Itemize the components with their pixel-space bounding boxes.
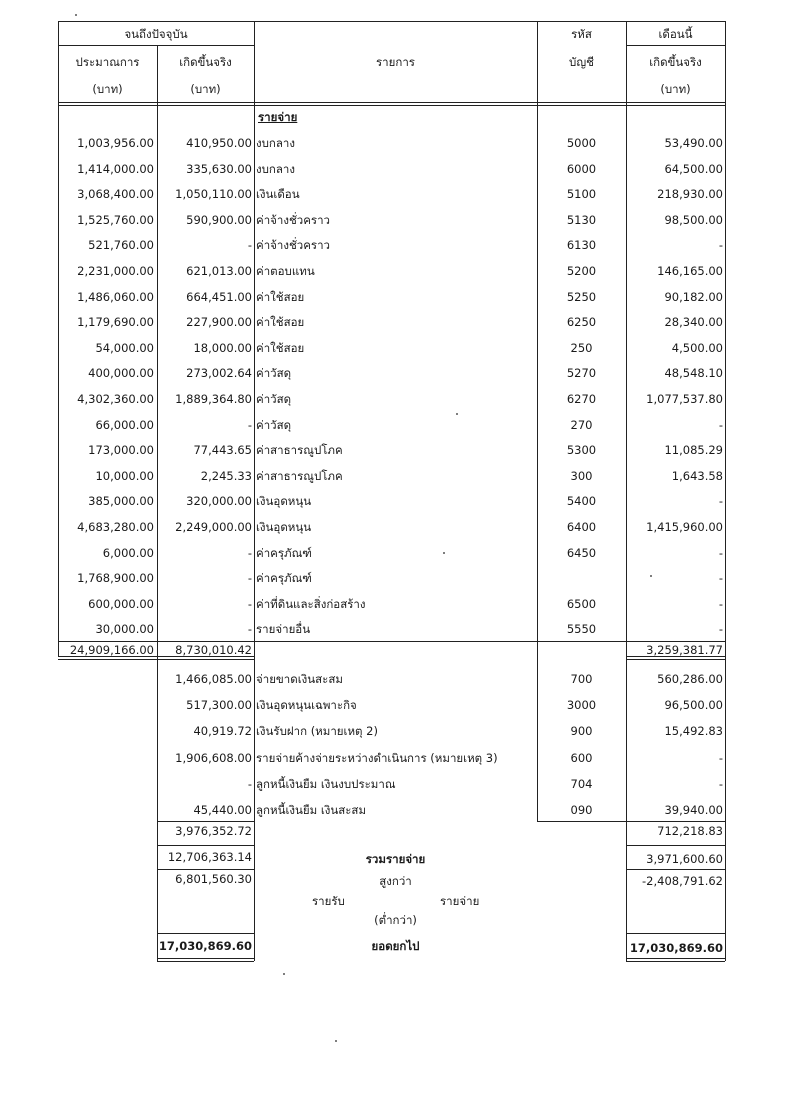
row-month: 48,548.10: [664, 366, 723, 380]
row-code: 5130: [566, 213, 597, 227]
row-month: -: [718, 238, 723, 252]
other-row-code: 090: [570, 803, 593, 817]
other-row-month: 15,492.83: [664, 724, 723, 738]
subtotal-bottom-border-left-2: [58, 659, 254, 660]
other-row-actual: 1,906,608.00: [175, 751, 252, 765]
other-row-month: -: [718, 751, 723, 765]
row-month: 218,930.00: [657, 187, 723, 201]
total-top-right: [626, 845, 725, 846]
other-row-month: 96,500.00: [664, 698, 723, 712]
row-month: 11,085.29: [664, 443, 723, 457]
header-bottom-border-2: [58, 105, 725, 106]
other-row-item: จ่ายขาดเงินสะสม: [256, 672, 343, 686]
carry-forward-actual: 17,030,869.60: [158, 939, 252, 953]
row-code: 5200: [566, 264, 597, 278]
row-item: ค่าสาธารณูปโภค: [256, 469, 343, 483]
row-code: 5250: [566, 290, 597, 304]
row-estimate: 1,768,900.00: [77, 571, 154, 585]
row-estimate: 1,414,000.00: [77, 162, 154, 176]
header-top-border: [58, 21, 725, 22]
row-actual: -: [247, 597, 252, 611]
header-subline-left: [58, 45, 254, 46]
subtotal-actual: 8,730,010.42: [175, 643, 252, 657]
total-expense-month: 3,971,600.60: [646, 852, 723, 866]
row-item: เงินอุดหนุน: [256, 520, 312, 534]
scan-speck: [283, 973, 285, 975]
row-item: ค่าวัสดุ: [256, 418, 292, 432]
other-row-item: ลูกหนี้เงินยืม เงินงบประมาณ: [256, 777, 396, 791]
other-subtotal-top-left: [157, 821, 254, 822]
header-subline-right: [626, 45, 725, 46]
other-row-actual: -: [247, 777, 252, 791]
other-row-code: 600: [570, 751, 593, 765]
row-code: 270: [570, 418, 593, 432]
row-estimate: 54,000.00: [95, 341, 154, 355]
subtotal-estimate: 24,909,166.00: [69, 643, 154, 657]
other-row-actual: 45,440.00: [193, 803, 252, 817]
other-row-code: 704: [570, 777, 593, 791]
other-row-code: 700: [570, 672, 593, 686]
row-code: 6500: [566, 597, 597, 611]
row-month: 90,182.00: [664, 290, 723, 304]
actual-baht-label: (บาท): [190, 82, 221, 96]
other-row-actual: 1,466,085.00: [175, 672, 252, 686]
row-actual: 77,443.65: [193, 443, 252, 457]
row-month: -: [718, 418, 723, 432]
other-subtotal-month: 712,218.83: [657, 824, 723, 838]
row-estimate: 66,000.00: [95, 418, 154, 432]
row-estimate: 1,525,760.00: [77, 213, 154, 227]
total-top-left: [157, 845, 254, 846]
scan-speck: [650, 575, 652, 577]
difference-top-right: [626, 869, 725, 870]
row-estimate: 1,486,060.00: [77, 290, 154, 304]
row-month: 28,340.00: [664, 315, 723, 329]
row-code: 5550: [566, 622, 597, 636]
other-row-actual: 517,300.00: [186, 698, 252, 712]
other-subtotal-top-right: [626, 821, 725, 822]
row-month: 1,415,960.00: [646, 520, 723, 534]
carry-forward-month: 17,030,869.60: [629, 941, 723, 955]
row-actual: 2,249,000.00: [175, 520, 252, 534]
other-row-month: 39,940.00: [664, 803, 723, 817]
row-actual: -: [247, 571, 252, 585]
row-actual: 273,002.64: [186, 366, 252, 380]
row-actual: 320,000.00: [186, 494, 252, 508]
other-row-code: 900: [570, 724, 593, 738]
row-item: ค่าวัสดุ: [256, 366, 292, 380]
row-item: ค่าวัสดุ: [256, 392, 292, 406]
other-row-month: -: [718, 777, 723, 791]
row-month: -: [718, 622, 723, 636]
scan-speck: [75, 14, 77, 16]
row-month: 53,490.00: [664, 136, 723, 150]
difference-expense-label: รายจ่าย: [440, 894, 480, 908]
row-estimate: 1,003,956.00: [77, 136, 154, 150]
subtotal-month: 3,259,381.77: [646, 643, 723, 657]
row-month: 98,500.00: [664, 213, 723, 227]
to-date-label: จนถึงปัจจุบัน: [124, 27, 188, 41]
row-code: 5400: [566, 494, 597, 508]
carry-top-right: [626, 933, 725, 934]
row-estimate: 4,683,280.00: [77, 520, 154, 534]
difference-lower-label: (ต่ำกว่า): [374, 913, 417, 927]
row-item: ค่าที่ดินและสิ่งก่อสร้าง: [256, 597, 366, 611]
row-code: 5300: [566, 443, 597, 457]
carry-bottom-right: [626, 958, 725, 959]
difference-income-label: รายรับ: [312, 894, 345, 908]
row-estimate: 600,000.00: [88, 597, 154, 611]
other-row-actual: 40,919.72: [193, 724, 252, 738]
difference-higher-label: สูงกว่า: [379, 874, 412, 888]
carry-bottom-left-2: [157, 961, 254, 962]
scan-speck: [443, 552, 445, 554]
other-row-item: รายจ่ายค้างจ่ายระหว่างดำเนินการ (หมายเหตุ 3): [256, 751, 498, 765]
row-item: ค่าจ้างชั่วคราว: [256, 238, 331, 252]
scan-speck: [456, 413, 458, 415]
estimate-label: ประมาณการ: [75, 55, 140, 69]
other-row-item: ลูกหนี้เงินยืม เงินสะสม: [256, 803, 367, 817]
row-actual: 18,000.00: [193, 341, 252, 355]
row-estimate: 173,000.00: [88, 443, 154, 457]
row-item: ค่าใช้สอย: [256, 290, 305, 304]
other-subtotal-actual: 3,976,352.72: [175, 824, 252, 838]
difference-actual: 6,801,560.30: [175, 872, 252, 886]
carry-top-left: [157, 933, 254, 934]
scan-speck: [335, 1040, 337, 1042]
difference-month: -2,408,791.62: [642, 874, 723, 888]
carry-bottom-left: [157, 958, 254, 959]
row-code: 5270: [566, 366, 597, 380]
row-month: -: [718, 546, 723, 560]
row-item: งบกลาง: [256, 136, 295, 150]
other-row-item: เงินอุดหนุนเฉพาะกิจ: [256, 698, 357, 712]
code-bottom-border: [537, 821, 626, 822]
row-item: ค่าใช้สอย: [256, 315, 305, 329]
total-expense-label: รวมรายจ่าย: [365, 852, 426, 866]
section-title-expense: รายจ่าย: [258, 110, 298, 124]
row-month: -: [718, 597, 723, 611]
row-month: 1,077,537.80: [646, 392, 723, 406]
other-row-code: 3000: [566, 698, 597, 712]
row-code: 6400: [566, 520, 597, 534]
row-estimate: 385,000.00: [88, 494, 154, 508]
other-row-item: เงินรับฝาก (หมายเหตุ 2): [256, 724, 378, 738]
subtotal-top-border: [58, 641, 725, 642]
row-item: เงินอุดหนุน: [256, 494, 312, 508]
row-item: เงินเดือน: [256, 187, 300, 201]
row-actual: 664,451.00: [186, 290, 252, 304]
row-code: 5100: [566, 187, 597, 201]
carry-bottom-right-2: [626, 961, 725, 962]
row-estimate: 3,068,400.00: [77, 187, 154, 201]
header-bottom-border: [58, 102, 725, 103]
row-estimate: 4,302,360.00: [77, 392, 154, 406]
row-item: ค่าใช้สอย: [256, 341, 305, 355]
row-code: 6000: [566, 162, 597, 176]
row-actual: -: [247, 546, 252, 560]
row-actual: 590,900.00: [186, 213, 252, 227]
row-item: ค่าครุภัณฑ์: [256, 571, 312, 585]
row-actual: 1,889,364.80: [175, 392, 252, 406]
row-estimate: 6,000.00: [102, 546, 154, 560]
total-expense-actual: 12,706,363.14: [167, 850, 252, 864]
code-label-bottom: บัญชี: [569, 55, 594, 69]
row-month: -: [718, 571, 723, 585]
actual-label: เกิดขึ้นจริง: [179, 55, 232, 69]
this-month-label: เดือนนี้: [658, 27, 693, 41]
row-estimate: 400,000.00: [88, 366, 154, 380]
row-estimate: 30,000.00: [95, 622, 154, 636]
row-actual: -: [247, 418, 252, 432]
row-actual: 2,245.33: [200, 469, 252, 483]
carry-forward-label: ยอดยกไป: [371, 939, 420, 953]
row-estimate: 2,231,000.00: [77, 264, 154, 278]
row-actual: 227,900.00: [186, 315, 252, 329]
row-code: 300: [570, 469, 593, 483]
row-actual: 335,630.00: [186, 162, 252, 176]
row-actual: 410,950.00: [186, 136, 252, 150]
row-code: 6130: [566, 238, 597, 252]
row-item: ค่าจ้างชั่วคราว: [256, 213, 331, 227]
row-month: -: [718, 494, 723, 508]
row-code: 6270: [566, 392, 597, 406]
row-code: 5000: [566, 136, 597, 150]
items-label: รายการ: [376, 55, 415, 69]
code-label-top: รหัส: [571, 27, 592, 41]
row-code: 6250: [566, 315, 597, 329]
row-item: รายจ่ายอื่น: [256, 622, 311, 636]
row-month: 64,500.00: [664, 162, 723, 176]
row-estimate: 521,760.00: [88, 238, 154, 252]
row-item: ค่าครุภัณฑ์: [256, 546, 312, 560]
row-actual: 621,013.00: [186, 264, 252, 278]
subtotal-bottom-border-right-2: [626, 659, 725, 660]
row-actual: -: [247, 622, 252, 636]
row-item: ค่าตอบแทน: [256, 264, 315, 278]
estimate-baht-label: (บาท): [92, 82, 123, 96]
row-code: 250: [570, 341, 593, 355]
month-baht-label: (บาท): [660, 82, 691, 96]
col-line-left: [58, 21, 59, 656]
col-line-right: [725, 21, 726, 961]
month-actual-label: เกิดขึ้นจริง: [649, 55, 702, 69]
row-actual: -: [247, 238, 252, 252]
other-row-month: 560,286.00: [657, 672, 723, 686]
row-month: 146,165.00: [657, 264, 723, 278]
row-month: 4,500.00: [671, 341, 723, 355]
row-estimate: 1,179,690.00: [77, 315, 154, 329]
row-item: ค่าสาธารณูปโภค: [256, 443, 343, 457]
difference-top-left: [157, 869, 254, 870]
col-line-actual-items: [254, 21, 255, 961]
row-item: งบกลาง: [256, 162, 295, 176]
row-month: 1,643.58: [671, 469, 723, 483]
row-actual: 1,050,110.00: [175, 187, 252, 201]
row-estimate: 10,000.00: [95, 469, 154, 483]
row-code: 6450: [566, 546, 597, 560]
